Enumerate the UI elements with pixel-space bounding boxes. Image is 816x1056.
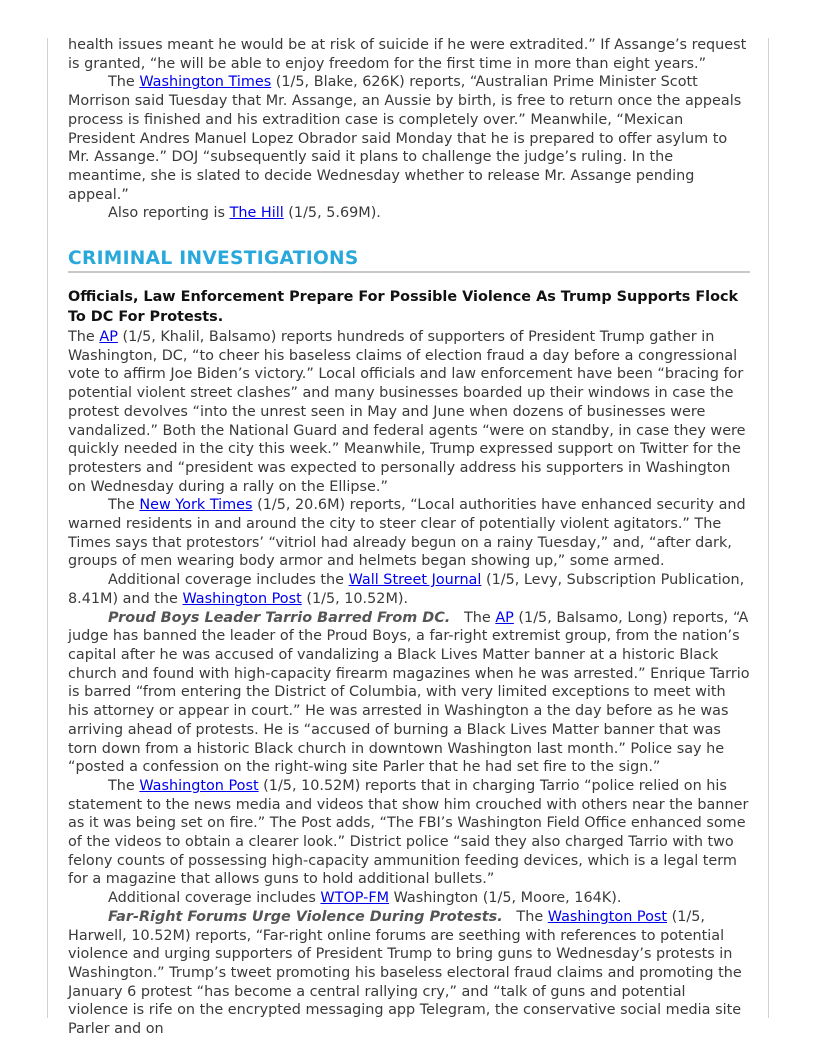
washington-post-link[interactable]: Washington Post bbox=[547, 908, 668, 925]
wall-street-journal-link[interactable]: Wall Street Journal bbox=[348, 572, 482, 589]
washington-post-link[interactable]: Washington Post bbox=[182, 590, 302, 607]
right-margin-rule bbox=[768, 38, 769, 1018]
paragraph-also-reporting: Also reporting is The Hill (1/5, 5.69M). bbox=[108, 205, 381, 222]
section-heading-criminal-investigations: CRIMINAL INVESTIGATIONS bbox=[68, 248, 750, 273]
paragraph-proud-boys: Proud Boys Leader Tarrio Barred From DC. The AP (1/5, Balsamo, Long) reports, “A judge has banned the leader of the Proud Boys, a far-right extremist group, from the nation’s capital after he was accused of vandalizing a Black Lives Matter banner at a historic Black church and found with high-capacity firearm magazines when he was arrested.” Enrique Tarrio is barred “from entering the District of Columbia, with very limited exceptions to meet with his attorney or appear in court.” He was arrested in Washington a the day before as he was arriving ahead of protests. He is “accused of burning a Black Lives Matter banner that was torn down from a historic Black church in downtown Washington last month.” Police say he “posted a confession on the right-wing site Parler that he had set fire to the sign.” bbox=[68, 609, 750, 776]
paragraph-nyt: The New York Times (1/5, 20.6M) reports, “Local authorities have enhanced security and warned residents in and around the city to steer clear of potentially violent agitators.” The Times says that protestors’ “vitriol had already begun on a rainy Tuesday,” and, “after dark, groups of men wearing body armor and helmets began showing up,” some armed. bbox=[68, 497, 746, 570]
washington-post-link[interactable]: Washington Post bbox=[139, 777, 259, 794]
new-york-times-link[interactable]: New York Times bbox=[139, 497, 253, 514]
subhead-proud-boys: Proud Boys Leader Tarrio Barred From DC. bbox=[108, 609, 451, 626]
subhead-far-right-forums: Far-Right Forums Urge Violence During Protests. bbox=[108, 908, 503, 925]
washington-times-link[interactable]: Washington Times bbox=[139, 74, 272, 91]
paragraph-post-tarrio: The Washington Post (1/5, 10.52M) reports that in charging Tarrio “police relied on his statement to the news media and videos that show him crouched with others near the banner as it was being set on fire.” The Post adds, “The FBI’s Washington Field Office enhanced some of the videos to obtain a clearer look.” District police “said they also charged Tarrio with two felony counts of possessing high-capacity ammunition feeding devices, which is a legal term for a magazine that allows guns to hold additional bullets.” bbox=[68, 777, 749, 888]
paragraph-washington-times: The Washington Times (1/5, Blake, 626K) reports, “Australian Prime Minister Scott Morrison said Tuesday that Mr. Assange, an Aussie by birth, is free to return once the appeals process is finished and his extradition case is completely over.” Meanwhile, “Mexican President Andres Manuel Lopez Obrador said Monday that he is prepared to offer asylum to Mr. Assange.” DOJ “subsequently said it plans to challenge the judge’s ruling. In the meantime, she is slated to decide Wednesday whether to release Mr. Assange pending appeal.” bbox=[68, 74, 742, 203]
paragraph-ap-supporters: The AP (1/5, Khalil, Balsamo) reports hundreds of supporters of President Trump gather in Washington, DC, “to cheer his baseless claims of election fraud a day before a congressional vote to affirm Joe Biden’s victory.” Local officials and law enforcement have been “bracing for potential violent street clashes” and many businesses boarded up their windows in case the protest devolves “into the unrest seen in May and June when dozens of businesses were vandalized.” Both the National Guard and federal agents “were on standby, in case they were quickly needed in the city this week.” Meanwhile, Trump expressed support on Twitter for the protesters and “president was expected to personally address his supporters in Washington on Wednesday during a rally on the Ellipse.” bbox=[68, 329, 746, 495]
the-hill-link[interactable]: The Hill bbox=[229, 205, 284, 222]
document-body bbox=[68, 36, 750, 1039]
paragraph-additional-coverage: Additional coverage includes the Wall Street Journal (1/5, Levy, Subscription Publication, 8.41M) and the Washington Post (1/5, 10.52M). bbox=[68, 572, 745, 607]
article-headline: Officials, Law Enforcement Prepare For Possible Violence As Trump Supports Flock To DC For Protests. bbox=[68, 289, 739, 325]
ap-link[interactable]: AP bbox=[495, 609, 514, 626]
paragraph-far-right-forums: Far-Right Forums Urge Violence During Protests. The Washington Post (1/5, Harwell, 10.52M) reports, “Far-right online forums are seething with references to potential violence and urging supporters of President Trump to bring guns to Wednesday’s protests in Washington.” Trump’s tweet promoting his baseless electoral fraud claims and promoting the January 6 protest “has become a central rallying cry,” and “talk of guns and potential violence is rife on the encrypted messaging app Telegram, the conservative social media site Parler and on bbox=[68, 908, 742, 1038]
wtop-fm-link[interactable]: WTOP-FM bbox=[320, 890, 390, 907]
ap-link[interactable]: AP bbox=[99, 329, 118, 346]
left-margin-rule bbox=[47, 38, 48, 1018]
paragraph-wtop: Additional coverage includes WTOP-FM Washington (1/5, Moore, 164K). bbox=[108, 890, 622, 907]
paragraph-assange-health: health issues meant he would be at risk of suicide if he were extradited.” If Assange’s request is granted, “he will be able to enjoy freedom for the first time in more than eight years.” bbox=[68, 37, 747, 72]
